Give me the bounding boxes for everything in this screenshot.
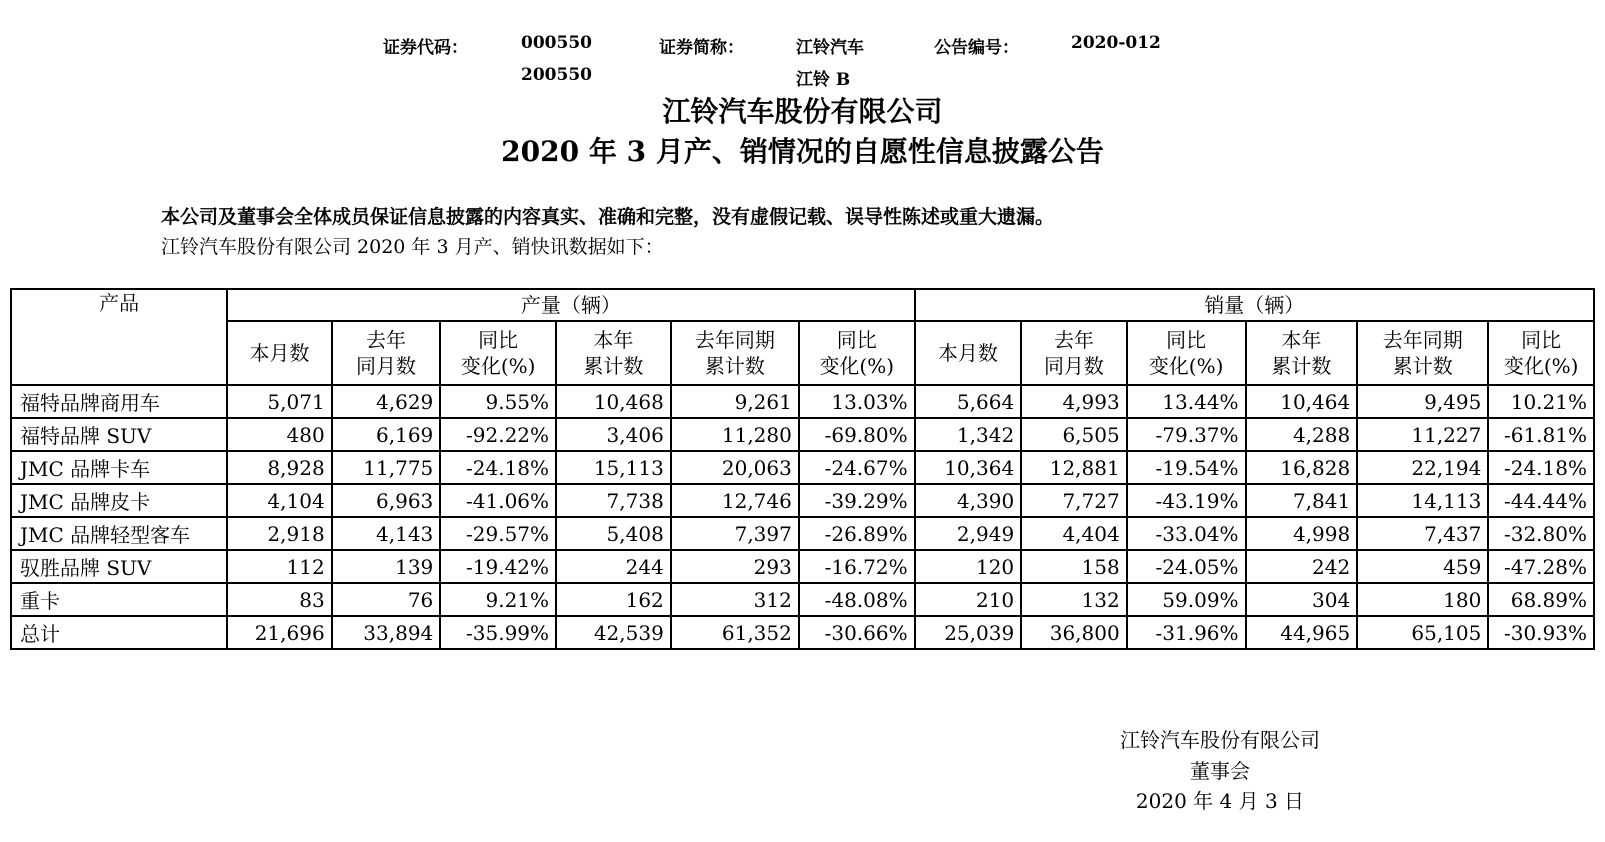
value-cell: 304 [1246, 583, 1358, 616]
value-cell: 459 [1357, 550, 1488, 583]
value-cell: 180 [1357, 583, 1488, 616]
column-header-line: 去年同期 [1382, 328, 1463, 352]
value-cell: 59.09% [1127, 583, 1246, 616]
intro-text: 江铃汽车股份有限公司 2020 年 3 月产、销快讯数据如下： [161, 236, 664, 258]
securities-code-b: 200550 [521, 65, 592, 85]
value-cell: 6,505 [1021, 418, 1127, 451]
value-cell: -41.06% [440, 484, 556, 517]
value-cell: -29.57% [440, 517, 556, 550]
product-name-cell: JMC 品牌卡车 [11, 451, 227, 484]
value-cell: 4,143 [332, 517, 441, 550]
value-cell: -61.81% [1488, 418, 1594, 451]
column-header-line: 同比 [1166, 328, 1207, 352]
column-header-line: 累计数 [1271, 354, 1332, 378]
value-cell: 7,841 [1246, 484, 1358, 517]
notice-title: 2020 年 3 月产、销情况的自愿性信息披露公告 [501, 135, 1104, 168]
securities-code-a: 000550 [521, 33, 592, 53]
value-cell: -39.29% [799, 484, 915, 517]
value-cell: 20,063 [671, 451, 799, 484]
value-cell: 480 [227, 418, 332, 451]
product-name-cell: 重卡 [11, 583, 227, 616]
securities-code-label: 证券代码： [383, 38, 468, 58]
table-header-row-groups [11, 289, 1594, 321]
value-cell: 8,928 [227, 451, 332, 484]
value-cell: 4,404 [1021, 517, 1127, 550]
value-cell: 22,194 [1357, 451, 1488, 484]
securities-short-name-b: 江铃 B [796, 70, 851, 90]
value-cell: 5,071 [227, 385, 332, 418]
table-row [11, 583, 1594, 616]
value-cell: -92.22% [440, 418, 556, 451]
value-cell: 162 [556, 583, 671, 616]
value-cell: 210 [915, 583, 1022, 616]
table-row [11, 451, 1594, 484]
column-header-line: 同月数 [1043, 354, 1104, 378]
value-cell: -47.28% [1488, 550, 1594, 583]
value-cell: 10,464 [1246, 385, 1358, 418]
value-cell: 65,105 [1357, 616, 1488, 649]
value-cell: 61,352 [671, 616, 799, 649]
value-cell: 9,261 [671, 385, 799, 418]
product-name-cell: 福特品牌 SUV [11, 418, 227, 451]
column-header-line: 变化(%) [1503, 354, 1579, 378]
value-cell: -19.54% [1127, 451, 1246, 484]
column-header-line: 去年同期 [694, 328, 775, 352]
column-header-line: 累计数 [704, 354, 765, 378]
column-header-line: 本月数 [249, 341, 310, 365]
value-cell: 4,288 [1246, 418, 1358, 451]
value-cell: 13.03% [799, 385, 915, 418]
value-cell: 7,727 [1021, 484, 1127, 517]
value-cell: 312 [671, 583, 799, 616]
column-header [1127, 321, 1246, 385]
sales-group-header: 销量（辆） [915, 289, 1594, 321]
value-cell: -35.99% [440, 616, 556, 649]
column-header [1488, 321, 1594, 385]
product-column-header: 产品 [11, 289, 227, 385]
table-row [11, 418, 1594, 451]
value-cell: 7,397 [671, 517, 799, 550]
value-cell: 6,963 [332, 484, 441, 517]
value-cell: 12,881 [1021, 451, 1127, 484]
value-cell: 21,696 [227, 616, 332, 649]
value-cell: 25,039 [915, 616, 1022, 649]
value-cell: -26.89% [799, 517, 915, 550]
securities-short-name-label: 证券简称： [659, 38, 744, 58]
table-header-row-columns [11, 321, 1594, 385]
value-cell: -24.18% [440, 451, 556, 484]
value-cell: 3,406 [556, 418, 671, 451]
value-cell: 36,800 [1021, 616, 1127, 649]
column-header-line: 同比 [836, 328, 877, 352]
value-cell: -44.44% [1488, 484, 1594, 517]
column-header-line: 本年 [593, 328, 634, 352]
production-group-header: 产量（辆） [227, 289, 914, 321]
company-title: 江铃汽车股份有限公司 [662, 95, 943, 128]
column-header-line: 本月数 [937, 341, 998, 365]
value-cell: 2,918 [227, 517, 332, 550]
value-cell: -48.08% [799, 583, 915, 616]
securities-short-name-a: 江铃汽车 [796, 38, 864, 58]
notice-number: 2020-012 [1071, 33, 1161, 53]
column-header-line: 变化(%) [460, 354, 536, 378]
signature-date: 2020 年 4 月 3 日 [1135, 789, 1305, 813]
value-cell: 4,629 [332, 385, 441, 418]
product-name-cell: 总计 [11, 616, 227, 649]
column-header [1021, 321, 1127, 385]
column-header-line: 累计数 [583, 354, 644, 378]
value-cell: 16,828 [1246, 451, 1358, 484]
column-header-line: 本年 [1281, 328, 1322, 352]
value-cell: 14,113 [1357, 484, 1488, 517]
production-sales-table [10, 288, 1595, 650]
value-cell: -24.67% [799, 451, 915, 484]
value-cell: 4,993 [1021, 385, 1127, 418]
value-cell: 120 [915, 550, 1022, 583]
value-cell: -32.80% [1488, 517, 1594, 550]
value-cell: 76 [332, 583, 441, 616]
value-cell: 244 [556, 550, 671, 583]
table-row [11, 385, 1594, 418]
value-cell: 5,408 [556, 517, 671, 550]
notice-number-label: 公告编号： [934, 38, 1019, 58]
value-cell: 44,965 [1246, 616, 1358, 649]
value-cell: 13.44% [1127, 385, 1246, 418]
column-header-line: 变化(%) [819, 354, 895, 378]
column-header-line: 去年 [1053, 328, 1094, 352]
value-cell: 9,495 [1357, 385, 1488, 418]
value-cell: 15,113 [556, 451, 671, 484]
value-cell: 33,894 [332, 616, 441, 649]
column-header [440, 321, 556, 385]
value-cell: 6,169 [332, 418, 441, 451]
value-cell: 132 [1021, 583, 1127, 616]
value-cell: 9.55% [440, 385, 556, 418]
product-name-cell: 福特品牌商用车 [11, 385, 227, 418]
value-cell: 2,949 [915, 517, 1022, 550]
table-body [11, 385, 1594, 649]
column-header [1357, 321, 1488, 385]
value-cell: 112 [227, 550, 332, 583]
table-row [11, 616, 1594, 649]
value-cell: 4,104 [227, 484, 332, 517]
column-header [227, 321, 332, 385]
value-cell: 11,280 [671, 418, 799, 451]
value-cell: 10,468 [556, 385, 671, 418]
value-cell: -24.18% [1488, 451, 1594, 484]
table-row [11, 484, 1594, 517]
value-cell: 7,437 [1357, 517, 1488, 550]
column-header-line: 变化(%) [1148, 354, 1224, 378]
value-cell: 11,227 [1357, 418, 1488, 451]
value-cell: -19.42% [440, 550, 556, 583]
column-header-line: 同比 [478, 328, 519, 352]
value-cell: 293 [671, 550, 799, 583]
value-cell: 5,664 [915, 385, 1022, 418]
table-row [11, 550, 1594, 583]
value-cell: 12,746 [671, 484, 799, 517]
value-cell: 42,539 [556, 616, 671, 649]
value-cell: 7,738 [556, 484, 671, 517]
value-cell: -16.72% [799, 550, 915, 583]
column-header-line: 去年 [365, 328, 406, 352]
value-cell: 1,342 [915, 418, 1022, 451]
value-cell: 11,775 [332, 451, 441, 484]
value-cell: -79.37% [1127, 418, 1246, 451]
value-cell: 68.89% [1488, 583, 1594, 616]
signature-board: 董事会 [1190, 759, 1250, 783]
column-header-line: 同比 [1521, 328, 1562, 352]
board-statement: 本公司及董事会全体成员保证信息披露的内容真实、准确和完整，没有虚假记载、误导性陈述或重大遗漏。 [161, 206, 1055, 228]
value-cell: 9.21% [440, 583, 556, 616]
column-header [671, 321, 799, 385]
value-cell: 10.21% [1488, 385, 1594, 418]
product-name-cell: JMC 品牌轻型客车 [11, 517, 227, 550]
column-header-line: 累计数 [1392, 354, 1453, 378]
value-cell: -24.05% [1127, 550, 1246, 583]
column-header [332, 321, 441, 385]
value-cell: -43.19% [1127, 484, 1246, 517]
column-header [915, 321, 1022, 385]
value-cell: 158 [1021, 550, 1127, 583]
value-cell: -30.93% [1488, 616, 1594, 649]
value-cell: 83 [227, 583, 332, 616]
value-cell: -33.04% [1127, 517, 1246, 550]
column-header [1246, 321, 1358, 385]
value-cell: 10,364 [915, 451, 1022, 484]
value-cell: 4,390 [915, 484, 1022, 517]
column-header [799, 321, 915, 385]
product-name-cell: 驭胜品牌 SUV [11, 550, 227, 583]
signature-company: 江铃汽车股份有限公司 [1120, 728, 1320, 752]
product-name-cell: JMC 品牌皮卡 [11, 484, 227, 517]
value-cell: -69.80% [799, 418, 915, 451]
table-row [11, 517, 1594, 550]
value-cell: 139 [332, 550, 441, 583]
value-cell: 242 [1246, 550, 1358, 583]
column-header [556, 321, 671, 385]
column-header-line: 同月数 [355, 354, 416, 378]
value-cell: -31.96% [1127, 616, 1246, 649]
value-cell: 4,998 [1246, 517, 1358, 550]
value-cell: -30.66% [799, 616, 915, 649]
